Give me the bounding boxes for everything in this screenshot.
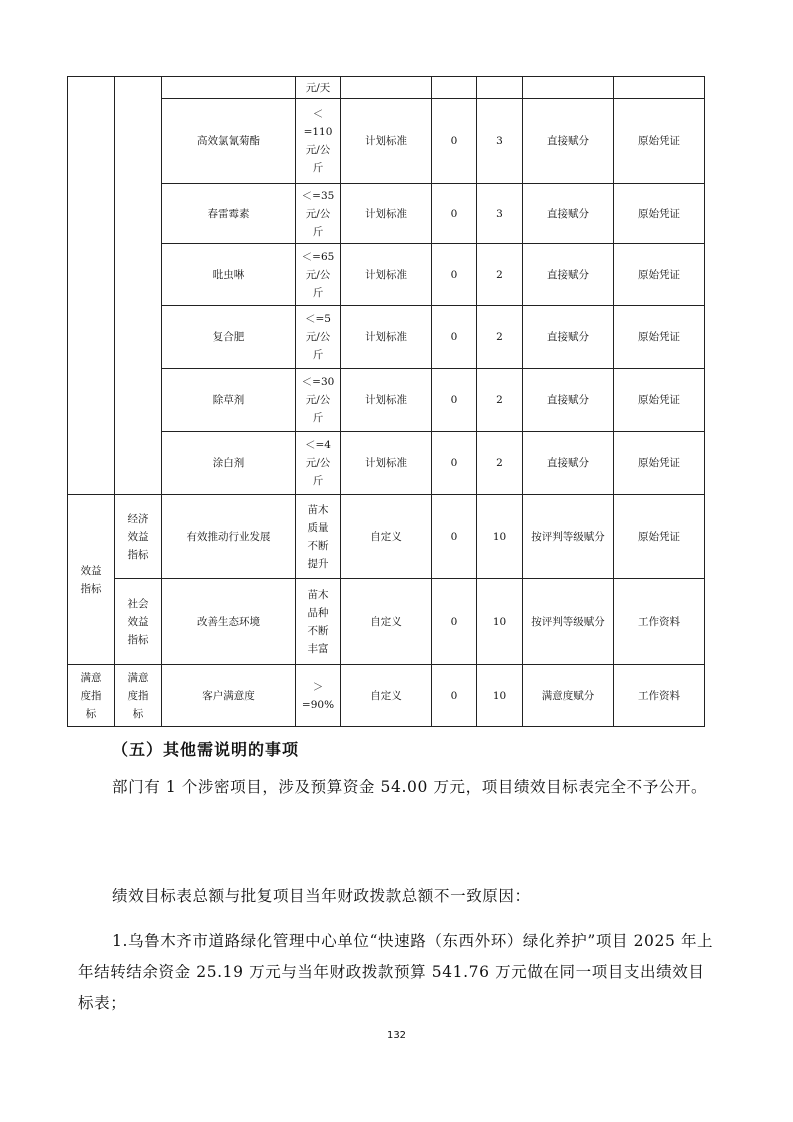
cell-indicator: 有效推动行业发展	[162, 495, 296, 579]
cell-weight: 0	[432, 665, 477, 727]
cell-indicator: 改善生态环境	[162, 579, 296, 665]
cell-index: ＜=5 元/公 斤	[296, 306, 341, 369]
table-row	[68, 184, 705, 244]
cell-indicator	[162, 77, 296, 99]
cell-weight: 0	[432, 369, 477, 432]
paragraph-reason-1: 1.乌鲁木齐市道路绿化管理中心单位“快速路（东西外环）绿化养护”项目 2025 年上年结转结余资金 25.19 万元与当年财政拨款预算 541.76 万元做在同一项目支出绩效目标表；	[78, 932, 714, 1012]
cell-score: 2	[477, 244, 523, 306]
cell-index: ＜=30 元/公 斤	[296, 369, 341, 432]
cell-score: 2	[477, 369, 523, 432]
cell-indicator: 春雷霉素	[162, 184, 296, 244]
cell-indicator: 客户满意度	[162, 665, 296, 727]
cell-weight: 0	[432, 495, 477, 579]
cell-evidence: 原始凭证	[614, 495, 705, 579]
cell-level2: 社会 效益 指标	[115, 579, 162, 665]
cell-scoring: 直接赋分	[523, 244, 614, 306]
cell-evidence: 原始凭证	[614, 184, 705, 244]
cell-method: 计划标准	[341, 99, 432, 184]
table-row	[68, 77, 705, 99]
cell-score: 3	[477, 99, 523, 184]
cell-weight: 0	[432, 306, 477, 369]
cell-weight: 0	[432, 244, 477, 306]
cell-method	[341, 77, 432, 99]
cell-score: 10	[477, 579, 523, 665]
cell-level1: 满意 度指 标	[68, 665, 115, 727]
cell-level2	[115, 77, 162, 495]
cell-score: 10	[477, 495, 523, 579]
paragraph-confidential: 部门有 1 个涉密项目，涉及预算资金 54.00 万元，项目绩效目标表完全不予公开。	[112, 778, 708, 796]
table-row	[68, 432, 705, 495]
cell-method: 计划标准	[341, 244, 432, 306]
cell-method: 计划标准	[341, 369, 432, 432]
cell-level2: 满意 度指 标	[115, 665, 162, 727]
cell-scoring: 直接赋分	[523, 369, 614, 432]
performance-target-table	[67, 76, 705, 727]
table-row	[68, 369, 705, 432]
cell-method: 自定义	[341, 665, 432, 727]
cell-indicator: 涂白剂	[162, 432, 296, 495]
table-row	[68, 665, 705, 727]
cell-scoring: 满意度赋分	[523, 665, 614, 727]
cell-score: 3	[477, 184, 523, 244]
paragraph-discrepancy-heading: 绩效目标表总额与批复项目当年财政拨款总额不一致原因：	[112, 887, 531, 905]
cell-method: 计划标准	[341, 306, 432, 369]
cell-index: 苗木 品种 不断 丰富	[296, 579, 341, 665]
cell-score	[477, 77, 523, 99]
cell-method: 计划标准	[341, 184, 432, 244]
section-title: （五）其他需说明的事项	[112, 740, 300, 759]
cell-evidence: 原始凭证	[614, 244, 705, 306]
cell-weight	[432, 77, 477, 99]
cell-level1	[68, 77, 115, 495]
cell-evidence: 原始凭证	[614, 99, 705, 184]
cell-level2: 经济 效益 指标	[115, 495, 162, 579]
cell-indicator: 除草剂	[162, 369, 296, 432]
page-number: 132	[386, 1030, 407, 1041]
cell-index: 元/天	[296, 77, 341, 99]
cell-score: 2	[477, 432, 523, 495]
cell-method: 自定义	[341, 579, 432, 665]
cell-weight: 0	[432, 579, 477, 665]
cell-evidence: 原始凭证	[614, 432, 705, 495]
cell-evidence: 原始凭证	[614, 306, 705, 369]
cell-score: 10	[477, 665, 523, 727]
cell-scoring: 直接赋分	[523, 306, 614, 369]
cell-evidence: 工作资料	[614, 579, 705, 665]
table-row	[68, 99, 705, 184]
cell-weight: 0	[432, 184, 477, 244]
cell-index: ＜=4 元/公 斤	[296, 432, 341, 495]
cell-score: 2	[477, 306, 523, 369]
cell-evidence: 工作资料	[614, 665, 705, 727]
table-row	[68, 244, 705, 306]
cell-method: 自定义	[341, 495, 432, 579]
table-row	[68, 495, 705, 579]
cell-indicator: 高效氯氰菊酯	[162, 99, 296, 184]
cell-scoring: 按评判等级赋分	[523, 495, 614, 579]
cell-level1: 效益 指标	[68, 495, 115, 665]
cell-indicator: 吡虫啉	[162, 244, 296, 306]
cell-index: ＜=35 元/公 斤	[296, 184, 341, 244]
cell-method: 计划标准	[341, 432, 432, 495]
cell-weight: 0	[432, 432, 477, 495]
cell-index: ＞ =90%	[296, 665, 341, 727]
cell-evidence: 原始凭证	[614, 369, 705, 432]
cell-indicator: 复合肥	[162, 306, 296, 369]
cell-scoring: 直接赋分	[523, 99, 614, 184]
cell-evidence	[614, 77, 705, 99]
cell-index: 苗木 质量 不断 提升	[296, 495, 341, 579]
cell-scoring: 直接赋分	[523, 184, 614, 244]
cell-weight: 0	[432, 99, 477, 184]
cell-scoring: 直接赋分	[523, 432, 614, 495]
table-row	[68, 306, 705, 369]
cell-index: ＜=65 元/公 斤	[296, 244, 341, 306]
cell-scoring: 按评判等级赋分	[523, 579, 614, 665]
cell-scoring	[523, 77, 614, 99]
table-row	[68, 579, 705, 665]
cell-index: ＜ =110 元/公 斤	[296, 99, 341, 184]
